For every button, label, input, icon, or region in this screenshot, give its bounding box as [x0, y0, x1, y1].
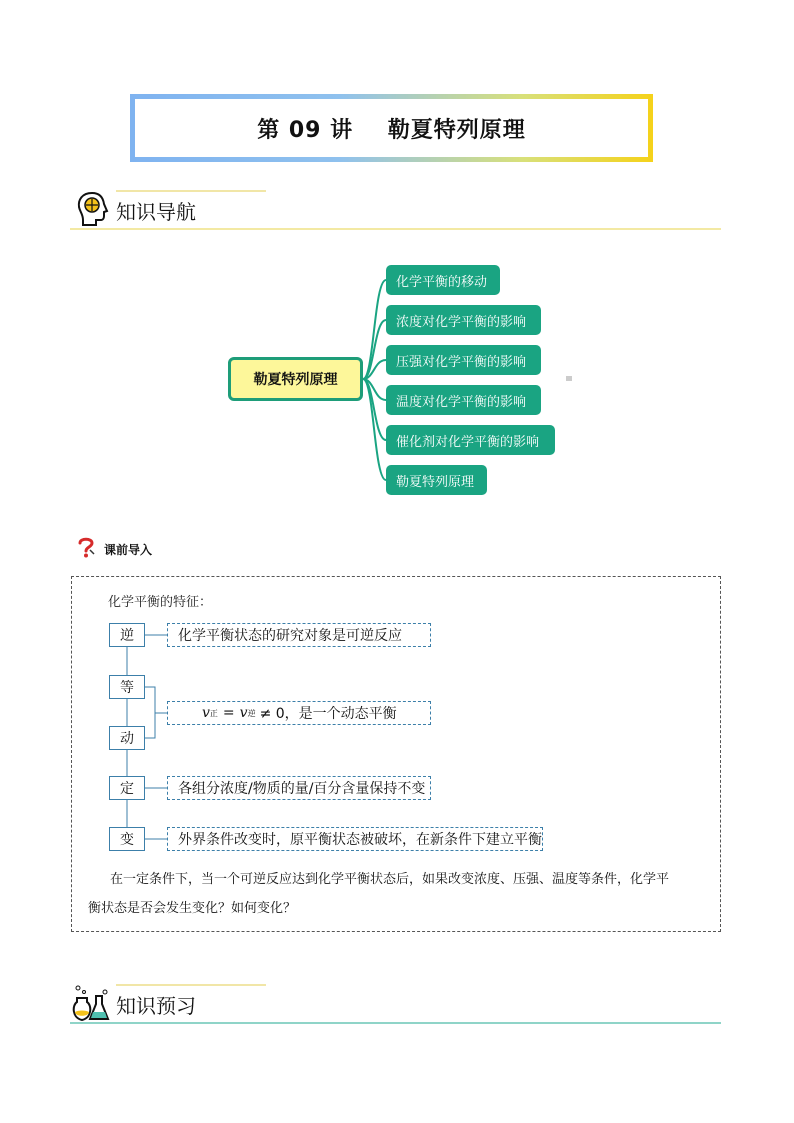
- mindmap-branch: 化学平衡的移动: [386, 265, 500, 295]
- feature-desc-box: 化学平衡状态的研究对象是可逆反应: [167, 623, 431, 647]
- feature-char-box: 逆: [109, 623, 145, 647]
- feature-desc-box: 各组分浓度/物质的量/百分含量保持不变: [167, 776, 431, 800]
- tiny-marker-icon: [566, 376, 572, 381]
- mindmap-branch: 浓度对化学平衡的影响: [386, 305, 541, 335]
- mindmap-branch: 勒夏特列原理: [386, 465, 487, 495]
- mindmap-branch: 温度对化学平衡的影响: [386, 385, 541, 415]
- equals-sign: =: [222, 705, 235, 721]
- brain-head-icon: [74, 190, 110, 228]
- question-line: 衡状态是否会发生变化？如何变化？: [88, 901, 297, 916]
- section-accent-line: [116, 190, 266, 192]
- mindmap-root: 勒夏特列原理: [228, 357, 363, 401]
- section-divider: [70, 228, 721, 230]
- feature-desc-box-equal: [167, 701, 431, 725]
- equal-desc-text: ≠ 0，是一个动态平衡: [259, 706, 397, 722]
- velocity-symbol: v: [239, 705, 248, 721]
- feature-char-box: 定: [109, 776, 145, 800]
- mindmap-connectors: [362, 270, 392, 495]
- question-mark-icon: [76, 536, 96, 558]
- features-title: 化学平衡的特征：: [108, 595, 213, 610]
- velocity-subscript: 逆: [247, 708, 256, 718]
- velocity-symbol: v: [202, 705, 210, 721]
- mindmap-branch: 压强对化学平衡的影响: [386, 345, 541, 375]
- section-accent-line: [116, 984, 266, 986]
- section-title-nav: 知识导航: [116, 200, 196, 224]
- mindmap-branch: 催化剂对化学平衡的影响: [386, 425, 555, 455]
- title-banner: [130, 94, 653, 162]
- lead-in-heading: 课前导入: [104, 543, 153, 557]
- feature-desc-box: 外界条件改变时，原平衡状态被破坏，在新条件下建立平衡: [167, 827, 543, 851]
- page-title: 第 09 讲 勒夏特列原理: [257, 117, 526, 143]
- section-title-preview: 知识预习: [116, 994, 196, 1018]
- section-header-preview: [70, 984, 721, 1024]
- feature-char-box: 动: [109, 726, 145, 750]
- section-divider: [70, 1022, 721, 1024]
- lab-flask-icon: [72, 984, 112, 1024]
- question-line: 在一定条件下，当一个可逆反应达到化学平衡状态后，如果改变浓度、压强、温度等条件，化学平: [110, 872, 670, 887]
- feature-char-box: 变: [109, 827, 145, 851]
- section-header-nav: [70, 190, 721, 230]
- velocity-subscript: 正: [209, 708, 218, 718]
- title-inner: [135, 99, 648, 157]
- feature-char-box: 等: [109, 675, 145, 699]
